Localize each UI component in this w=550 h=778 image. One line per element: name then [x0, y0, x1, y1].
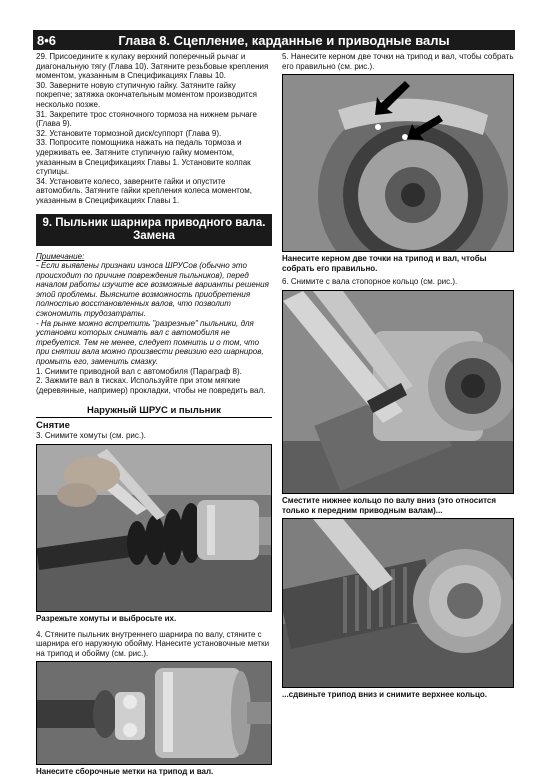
step-3: 3. Снимите хомуты (см. рис.).	[36, 431, 146, 441]
photo-cut-clamps	[36, 444, 272, 612]
step-32: 32. Установите тормозной диск/суппорт (Глава 9).	[36, 128, 222, 138]
section-title: 9. Пыльник шарнира приводного вала. Замена	[36, 214, 272, 246]
chapter-title: Глава 8. Сцепление, карданные и приводные валы	[118, 32, 450, 48]
photo-lower-ring	[282, 290, 514, 494]
chapter-header	[33, 30, 515, 50]
step-2: 2. Зажмите вал в тисках. Используйте при этом мягкие (деревянные, например) прокладки, чтобы не повредить вал.	[36, 376, 266, 395]
step-33: 33. Попросите помощника нажать на педаль тормоза и удерживать ее. Затяните ступичную гайку моментом, указанным в Спецификациях Главы 1. Установите колпак ступицы.	[36, 138, 251, 177]
step-34: 34. Установите колесо, заверните гайки и опустите автомобиль. Затяните гайки крепления колеса моментом, указанным в Спецификациях Главы 1.	[36, 176, 252, 205]
page-number: 8•6	[37, 32, 57, 48]
step-6: 6. Снимите с вала стопорное кольцо (см. рис.).	[282, 277, 458, 287]
step-29: 29. Присоедините к кулаку верхний поперечный рычаг и диагональную тягу (Глава 10). Затяните резьбовые крепления моментом, указанным в Спецификациях Главы 10.	[36, 52, 269, 81]
photo-upper-ring	[282, 518, 514, 688]
caption-punch-marks: Нанесите керном две точки на трипод и вал, чтобы собрать его правильно.	[282, 254, 487, 273]
left-column	[36, 52, 272, 777]
note-1: - Если выявлены признаки износа ШРУСов (обычно это происходит по причине повреждения пыльников), перед началом работы изучите все возможные варианты решения этой проблемы. Выясните возможность приобретения полностью восстановленных валов, что позволит сэкономить трудозатраты.	[36, 261, 269, 319]
subsection-title: Наружный ШРУС и пыльник	[36, 405, 272, 418]
note-heading: Примечание:	[36, 251, 85, 261]
step-1: 1. Снимите приводной вал с автомобиля (Параграф 8).	[36, 366, 242, 376]
photo-assembly-marks	[36, 661, 272, 765]
step-30: 30. Заверните новую ступичную гайку. Затяните гайку покрепче; затяжка окончательным моментом производится несколько позже.	[36, 80, 257, 109]
caption-cut-clamps: Разрежьте хомуты и выбросьте их.	[36, 614, 177, 623]
photo-punch-marks	[282, 74, 514, 252]
step-31: 31. Закрепите трос стояночного тормоза на нижнем рычаге (Глава 9).	[36, 109, 257, 129]
removal-heading: Снятие	[36, 420, 70, 432]
caption-lower-ring: Сместите нижнее кольцо по валу вниз (это относится только к передним приводным валам)...	[282, 495, 497, 515]
step-5: 5. Нанесите керном две точки на трипод и вал, чтобы собрать его правильно (см. рис.).	[282, 52, 514, 71]
step-4: 4. Стяните пыльник внутреннего шарнира по валу, стяните с шарнира его наружную обойму. Нанесите установочные метки на трипод и обойму (см. рис.).	[36, 629, 270, 658]
right-column	[282, 52, 514, 700]
caption-assembly-marks: Нанесите сборочные метки на трипод и вал.	[36, 767, 214, 777]
note-2: - На рынке можно встретить "разрезные" пыльники, для установки которых снимать вал с автомобиля не требуется. Тем не менее, следует помнить и о том, что при снятии вала можно произвести ревизию его шарниров, промыть его, заменить смазку.	[36, 318, 264, 367]
caption-upper-ring: ...сдвиньте трипод вниз и снимите верхнее кольцо.	[282, 690, 487, 700]
